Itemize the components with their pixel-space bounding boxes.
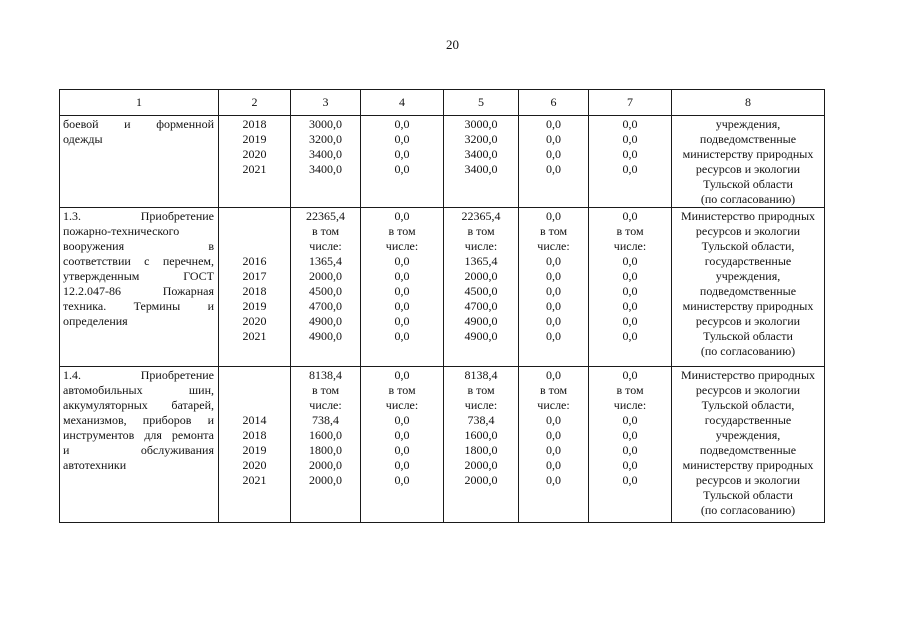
cell-value: в том [616,383,644,397]
description-line: и обслуживания [63,443,214,457]
other-sources-cell [589,116,672,208]
executor-line: ресурсов и экологии [695,473,801,487]
cell-value: 3400,0 [464,162,498,176]
cell-value: 0,0 [394,329,410,343]
cell-value: в том [311,224,340,238]
cell-value: 0,0 [394,284,410,298]
cell-value: 0,0 [622,284,638,298]
cell-value: 4700,0 [309,299,342,313]
cell-value: 1600,0 [464,428,498,442]
description-line: определения [63,314,128,328]
cell-value: 1800,0 [464,443,498,457]
cell-value [219,239,290,254]
description-line: механизмов, приборов и [63,413,214,427]
header-cell-2: 2 [219,90,291,116]
executor-cell [672,116,825,208]
cell-value: 4900,0 [309,329,342,343]
total-cell [291,116,361,208]
cell-value: в том [388,383,416,397]
cell-value: 2000,0 [464,458,498,472]
cell-value: в том [539,383,568,397]
cell-value: 2021 [242,473,267,487]
cell-value: в том [616,224,644,238]
description-line: техника. Термины и [63,299,214,313]
cell-value: 2018 [242,117,267,131]
cell-value: 2000,0 [464,473,498,487]
executor-line: Тульской области, [701,398,795,412]
cell-value: 2014 [242,413,267,427]
cell-value: 2000,0 [309,269,342,283]
description-line: аккумуляторных батарей, [63,398,214,412]
executor-line: подведомственные [699,443,797,457]
local-budget-cell [519,116,589,208]
cell-value: 0,0 [622,368,638,382]
description-line: пожарно-технического [63,224,180,238]
executor-line: учреждения, [715,117,781,131]
executor-line: ресурсов и экологии [695,224,801,238]
cell-value: 1600,0 [309,428,342,442]
cell-value: 2021 [242,162,267,176]
cell-value: 2000,0 [309,473,342,487]
cell-value: в том [311,383,340,397]
cell-value: 2020 [242,314,267,328]
header-row [60,90,825,116]
description-line: боевой и форменной [63,117,214,131]
cell-value: 2000,0 [309,458,342,472]
description-line: 1.3. Приобретение [63,209,214,223]
cell-value: 3400,0 [464,147,498,161]
cell-value: 0,0 [546,413,561,427]
cell-value: 4900,0 [309,314,342,328]
cell-value: числе: [309,239,342,253]
header-cell-5: 5 [444,90,519,116]
total-cell [291,208,361,367]
cell-value [219,383,290,398]
page-number: 20 [446,37,459,52]
cell-value: 0,0 [394,413,410,427]
cell-value: 0,0 [622,314,638,328]
cell-value: в том [467,224,495,238]
cell-value: 0,0 [394,314,410,328]
executor-line: государственные [704,254,792,268]
cell-value: числе: [537,239,570,253]
other-sources-cell [589,367,672,523]
cell-value: 0,0 [394,473,410,487]
cell-value: 1365,4 [464,254,498,268]
year-cell [219,208,291,367]
cell-value: 22365,4 [461,209,501,223]
cell-value [219,224,290,239]
table-row [60,208,825,367]
local-budget-cell [519,367,589,523]
cell-value: 0,0 [622,254,638,268]
executor-line: учреждения, [715,269,781,283]
cell-value: 0,0 [546,428,561,442]
header-cell-6: 6 [519,90,589,116]
total-cell [291,367,361,523]
cell-value: 0,0 [546,458,561,472]
cell-value: 0,0 [622,269,638,283]
cell-value: числе: [464,239,498,253]
cell-value: 0,0 [622,329,638,343]
cell-value: 4700,0 [464,299,498,313]
executor-line: подведомственные [699,284,797,298]
cell-value: числе: [309,398,342,412]
federal-budget-cell [361,367,444,523]
cell-value: 3200,0 [464,132,498,146]
cell-value: 0,0 [622,458,638,472]
executor-line: министерству природных [682,147,814,161]
executor-cell [672,367,825,523]
executor-line: (по согласованию) [700,192,796,206]
cell-value: 0,0 [546,162,561,176]
federal-budget-cell [361,208,444,367]
description-line: автотехники [63,458,127,472]
cell-value: 0,0 [394,209,410,223]
cell-value: 0,0 [546,117,561,131]
cell-value: 22365,4 [306,209,345,223]
description-line: соответствии с перечнем, [63,254,214,268]
regional-budget-cell [444,116,519,208]
cell-value: 0,0 [622,428,638,442]
cell-value: 0,0 [394,132,410,146]
description-line: инструментов для ремонта [63,428,214,442]
header-cell-7: 7 [589,90,672,116]
cell-value: 2016 [242,254,267,268]
executor-line: Тульской области, [701,239,795,253]
cell-value: 0,0 [546,368,561,382]
cell-value: 4500,0 [309,284,342,298]
regional-budget-cell [444,208,519,367]
description-line: 1.4. Приобретение [63,368,214,382]
cell-value: 0,0 [622,209,638,223]
regional-budget-cell [444,367,519,523]
federal-budget-cell [361,116,444,208]
cell-value: числе: [385,398,419,412]
description-line: одежды [63,132,103,146]
description-line: утвержденным ГОСТ [63,269,214,283]
executor-line: Тульской области [703,329,793,343]
cell-value: 4500,0 [464,284,498,298]
cell-value: 0,0 [394,368,410,382]
cell-value: 3000,0 [309,117,342,131]
cell-value: 0,0 [546,284,561,298]
cell-value: 8138,4 [309,368,342,382]
cell-value: 0,0 [622,162,638,176]
cell-value: 0,0 [546,473,561,487]
cell-value: 0,0 [394,254,410,268]
cell-value: 0,0 [622,299,638,313]
cell-value: в том [388,224,416,238]
executor-line: Тульской области [703,177,793,191]
cell-value: в том [539,224,568,238]
cell-value: числе: [613,398,647,412]
cell-value: 0,0 [394,162,410,176]
cell-value: 3400,0 [309,147,342,161]
header-cell-8: 8 [672,90,825,116]
executor-line: (по согласованию) [700,503,796,517]
executor-line: ресурсов и экологии [695,383,801,397]
local-budget-cell [519,208,589,367]
executor-cell [672,208,825,367]
cell-value: 0,0 [622,147,638,161]
executor-line: Министерство природных [680,209,816,223]
cell-value: 3400,0 [309,162,342,176]
other-sources-cell [589,208,672,367]
cell-value: 2017 [242,269,267,283]
cell-value: 4900,0 [464,314,498,328]
executor-line: учреждения, [715,428,781,442]
cell-value: 0,0 [394,443,410,457]
cell-value: 0,0 [622,413,638,427]
cell-value: 3000,0 [464,117,498,131]
cell-value: 0,0 [546,314,561,328]
executor-line: подведомственные [699,132,797,146]
cell-value: 2021 [242,329,267,343]
cell-value: 0,0 [546,443,561,457]
cell-value: 0,0 [394,299,410,313]
cell-value: 0,0 [546,299,561,313]
year-cell [219,367,291,523]
measure-description [60,367,219,523]
cell-value: 0,0 [394,117,410,131]
executor-line: Министерство природных [680,368,816,382]
cell-value: 0,0 [546,209,561,223]
executor-line: Тульской области [703,488,793,502]
cell-value: 8138,4 [464,368,498,382]
cell-value: числе: [464,398,498,412]
cell-value: 738,4 [312,413,339,427]
cell-value: 2019 [242,132,267,146]
cell-value: 0,0 [394,428,410,442]
cell-value: 0,0 [546,132,561,146]
header-cell-1: 1 [60,90,219,116]
cell-value: 2019 [242,299,267,313]
cell-value: 2000,0 [464,269,498,283]
executor-line: государственные [704,413,792,427]
cell-value: числе: [613,239,647,253]
cell-value: 4900,0 [464,329,498,343]
cell-value: 0,0 [394,147,410,161]
cell-value: 738,4 [467,413,495,427]
cell-value: 0,0 [546,147,561,161]
cell-value: 2020 [242,147,267,161]
description-line: автомобильных шин, [63,383,214,397]
cell-value: 0,0 [622,473,638,487]
executor-line: (по согласованию) [700,344,796,358]
measure-description [60,208,219,367]
budget-table [59,89,825,523]
cell-value: 0,0 [622,117,638,131]
cell-value [219,209,290,224]
cell-value: 0,0 [546,329,561,343]
cell-value [219,398,290,413]
cell-value: 3200,0 [309,132,342,146]
description-line: вооружения в [63,239,214,253]
cell-value: 0,0 [622,132,638,146]
cell-value: числе: [385,239,419,253]
cell-value: 0,0 [394,458,410,472]
cell-value: 2019 [242,443,267,457]
cell-value: 0,0 [394,269,410,283]
measure-description [60,116,219,208]
year-cell [219,116,291,208]
cell-value: 0,0 [546,269,561,283]
executor-line: министерству природных [682,458,814,472]
description-line: 12.2.047-86 Пожарная [63,284,214,298]
cell-value: 0,0 [546,254,561,268]
executor-line: ресурсов и экологии [695,162,801,176]
cell-value: 2018 [242,428,267,442]
table-row [60,116,825,208]
cell-value: в том [467,383,495,397]
cell-value: 2018 [242,284,267,298]
cell-value: 1800,0 [309,443,342,457]
cell-value: 0,0 [622,443,638,457]
executor-line: министерству природных [682,299,814,313]
cell-value: числе: [537,398,570,412]
cell-value: 2020 [242,458,267,472]
executor-line: ресурсов и экологии [695,314,801,328]
cell-value: 1365,4 [309,254,342,268]
cell-value [219,368,290,383]
header-cell-4: 4 [361,90,444,116]
table-row [60,367,825,523]
header-cell-3: 3 [291,90,361,116]
